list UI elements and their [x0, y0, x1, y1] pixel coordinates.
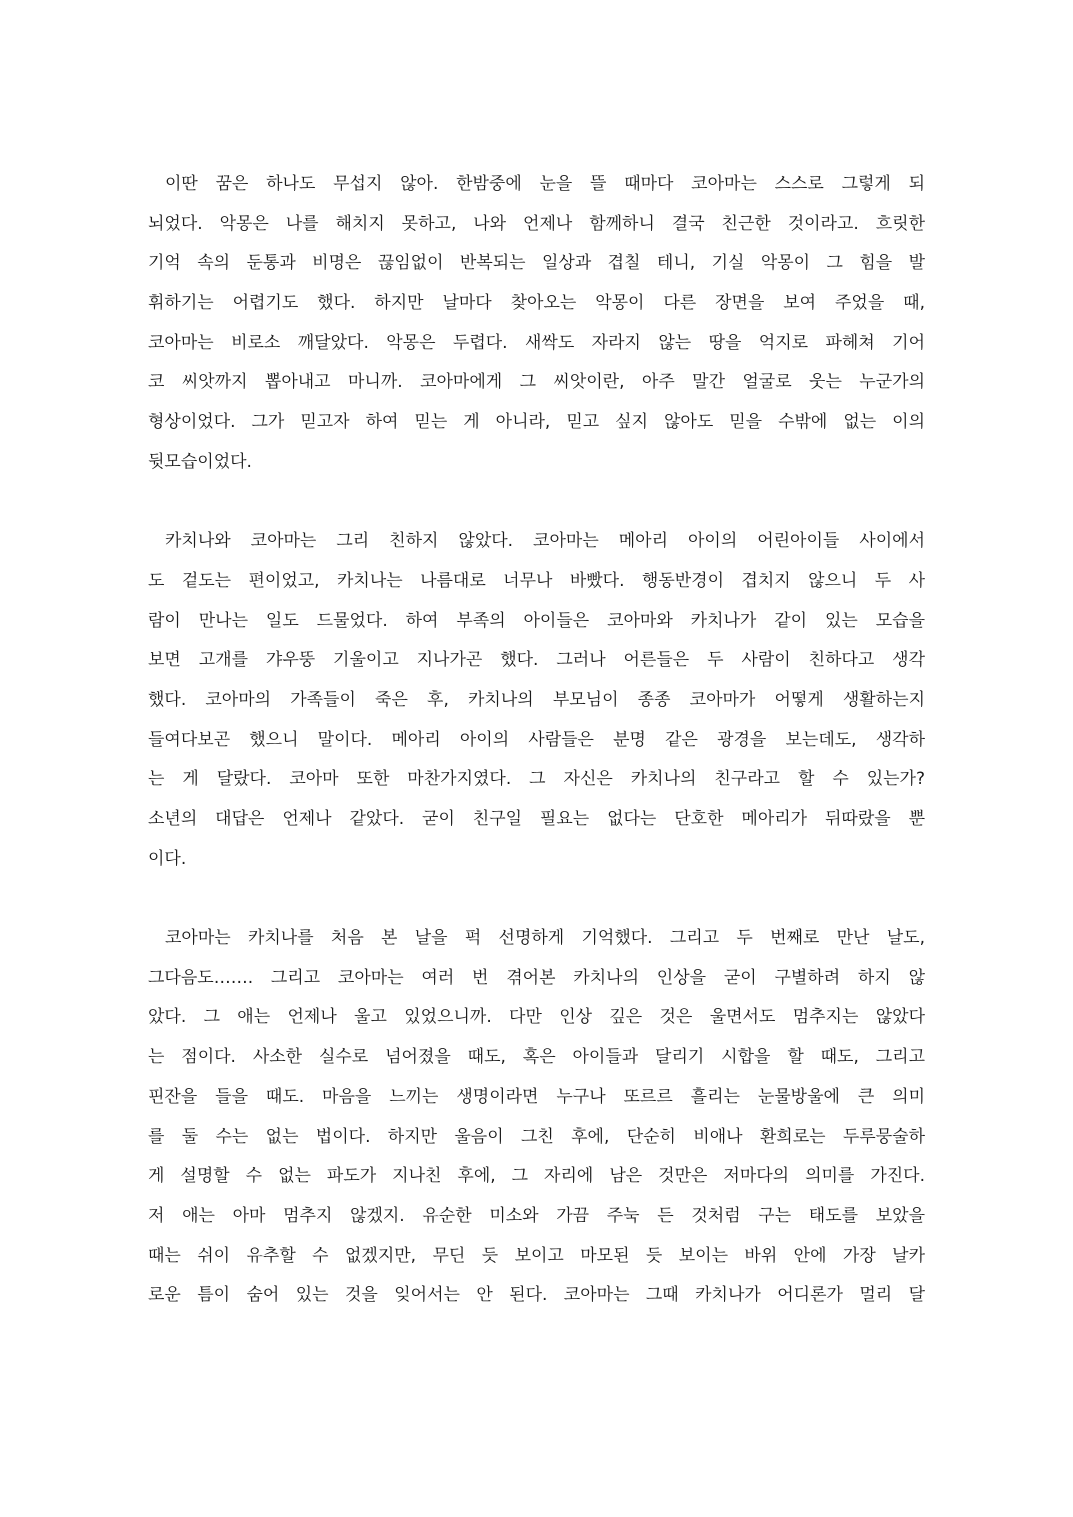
text-line: 는 게 달랐다. 코아마 또한 마찬가지였다. 그 자신은 카치나의 친구라고 할 수 있는가? [148, 769, 925, 790]
text-line: 소년의 대답은 언제나 같았다. 굳이 친구일 필요는 없다는 단호한 메아리가 뒤따랐을 뿐 [148, 809, 925, 829]
text-line: 는 점이다. 사소한 실수로 넘어졌을 때도, 혹은 아이들과 달리기 시합을 할 때도, 그리고 [148, 1047, 925, 1068]
text-line: 았다. 그 애는 언제나 울고 있었으니까. 다만 인상 깊은 것은 울면서도 멈추지는 않았다 [148, 1007, 925, 1028]
text-line: 핀잔을 들을 때도. 마음을 느끼는 생명이라면 누구나 또르르 흘리는 눈물방울에 큰 의미 [148, 1086, 925, 1107]
text-line: 때는 쉬이 유추할 수 없겠지만, 무딘 듯 보이고 마모된 듯 보이는 바위 안에 가장 날카 [148, 1245, 925, 1266]
text-line: 그다음도……. 그리고 코아마는 여러 번 겪어본 카치나의 인상을 굳이 구별하려 하지 않 [148, 967, 925, 988]
text-line: 보면 고개를 갸우뚱 기울이고 지나가곤 했다. 그러나 어른들은 두 사람이 친하다고 생각 [148, 650, 925, 671]
text-line: 저 애는 아마 멈추지 않겠지. 유순한 미소와 가끔 주눅 든 것처럼 구는 태도를 보았을 [148, 1205, 925, 1226]
text-line: 뇌었다. 악몽은 나를 해치지 못하고, 나와 언제나 함께하니 결국 친근한 것이라고. 흐릿한 [148, 213, 925, 234]
text-line: 코아마는 카치나를 처음 본 날을 퍽 선명하게 기억했다. 그리고 두 번째로 만난 날도, [165, 928, 925, 949]
text-line: 이다. [148, 848, 187, 869]
text-line: 뒷모습이었다. [148, 451, 252, 472]
text-line: 들여다보곤 했으니 말이다. 메아리 아이의 사람들은 분명 같은 광경을 보는데도, 생각하 [148, 729, 925, 750]
text-line: 카치나와 코아마는 그리 친하지 않았다. 코아마는 메아리 아이의 어린아이들 사이에서 [165, 531, 925, 552]
text-line: 를 둘 수는 없는 법이다. 하지만 울음이 그친 후에, 단순히 비애나 환희로는 두루뭉술하 [148, 1126, 925, 1147]
text-line: 이딴 꿈은 하나도 무섭지 않아. 한밤중에 눈을 뜰 때마다 코아마는 스스로 그렇게 되 [165, 174, 925, 194]
text-line: 기억 속의 둔통과 비명은 끊임없이 반복되는 일상과 겹칠 테니, 기실 악몽이 그 힘을 발 [148, 253, 925, 274]
text-line: 했다. 코아마의 가족들이 죽은 후, 카치나의 부모님이 종종 코아마가 어떻게 생활하는지 [148, 689, 925, 710]
paragraph-1 [148, 165, 925, 483]
document-page [148, 165, 925, 1356]
text-line: 람이 만나는 일도 드물었다. 하여 부족의 아이들은 코아마와 카치나가 같이 있는 모습을 [148, 610, 925, 631]
text-line: 코 씨앗까지 뽑아내고 마니까. 코아마에게 그 씨앗이란, 아주 말간 얼굴로 웃는 누군가의 [148, 372, 925, 393]
text-line: 형상이었다. 그가 믿고자 하여 믿는 게 아니라, 믿고 싶지 않아도 믿을 수밖에 없는 이의 [148, 412, 925, 433]
text-line: 휘하기는 어렵기도 했다. 하지만 날마다 찾아오는 악몽이 다른 장면을 보여 주었을 때, [148, 293, 925, 314]
paragraph-3 [148, 919, 925, 1316]
text-line: 코아마는 비로소 깨달았다. 악몽은 두렵다. 새싹도 자라지 않는 땅을 억지로 파헤쳐 기어 [148, 332, 925, 353]
text-line: 도 겉도는 편이었고, 카치나는 나름대로 너무나 바빴다. 행동반경이 겹치지 않으니 두 사 [148, 570, 925, 591]
paragraph-2 [148, 522, 925, 879]
text-line: 로운 틈이 숨어 있는 것을 잊어서는 안 된다. 코아마는 그때 카치나가 어디론가 멀리 달 [148, 1285, 925, 1306]
text-line: 게 설명할 수 없는 파도가 지나친 후에, 그 자리에 남은 것만은 저마다의 의미를 가진다. [148, 1166, 925, 1187]
